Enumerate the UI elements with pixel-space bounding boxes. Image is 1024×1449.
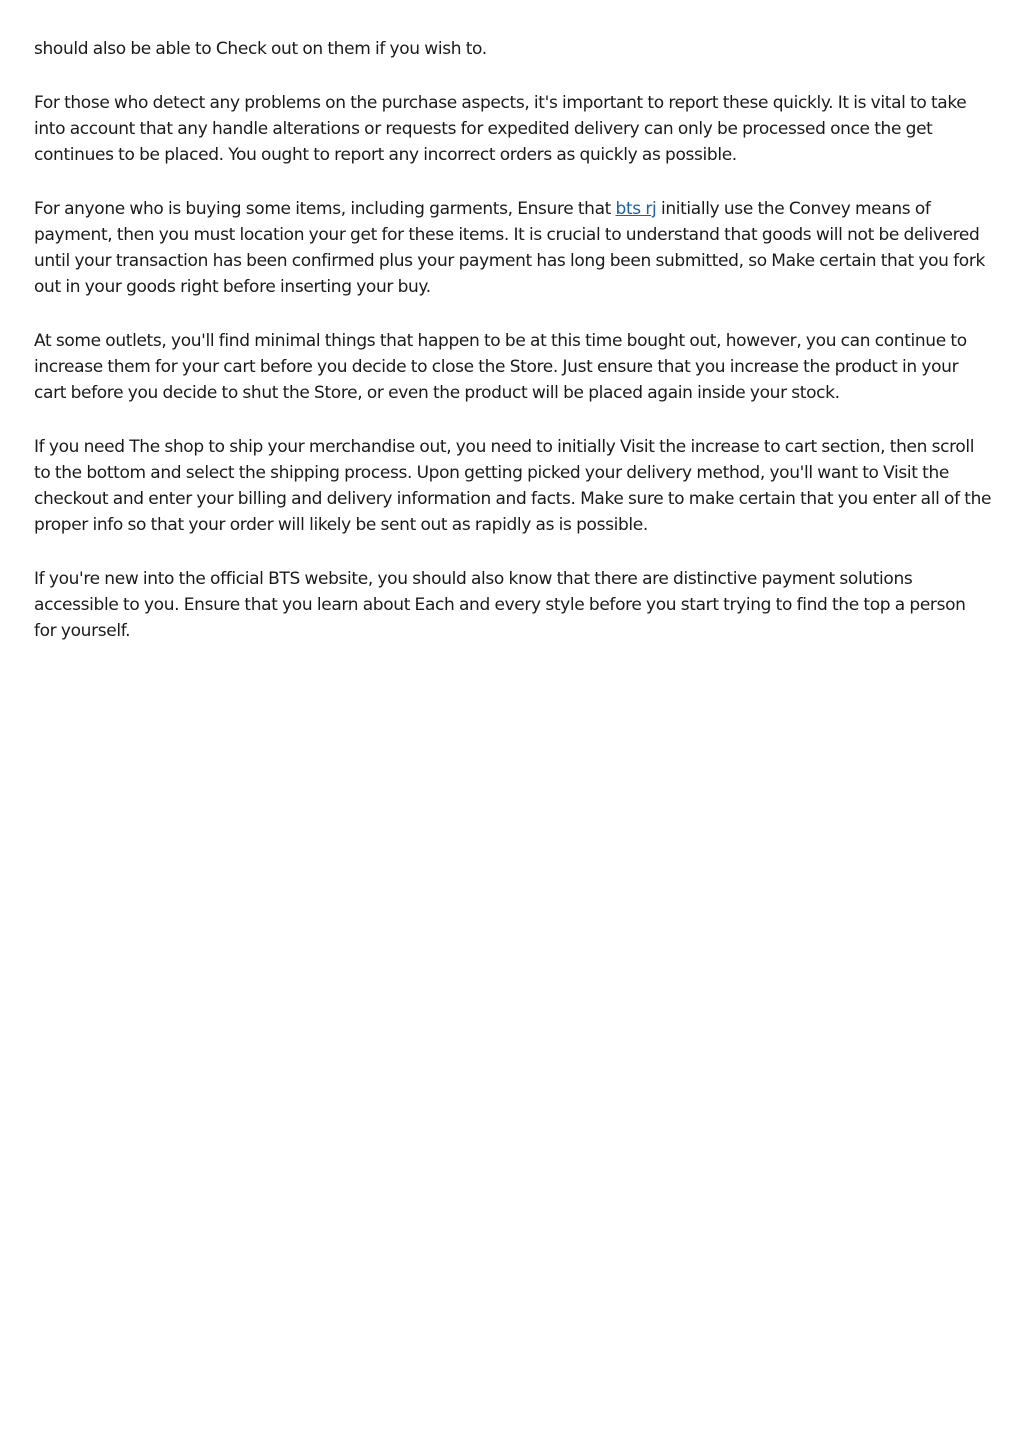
- paragraph-2: For those who detect any problems on the purchase aspects, it's important to report these quickly. It is vital to take into account that any handle alterations or requests for expedited delivery can only be processed once the get continues to be placed. You ought to report any incorrect orders as quickly as possible.: [34, 93, 967, 165]
- document-body: [34, 36, 992, 672]
- paragraph-6: If you're new into the official BTS website, you should also know that there are distinctive payment solutions accessible to you. Ensure that you learn about Each and every style before you start trying to find the top a person for yourself.: [34, 569, 966, 641]
- paragraph-1: should also be able to Check out on them if you wish to.: [34, 39, 487, 59]
- paragraph-3: [34, 196, 992, 300]
- bts-rj-link[interactable]: bts rj: [615, 199, 657, 219]
- paragraph-3-text-before: For anyone who is buying some items, including garments, Ensure that: [34, 199, 616, 219]
- paragraph-4: At some outlets, you'll find minimal things that happen to be at this time bought out, however, you can continue to increase them for your cart before you decide to close the Store. Just ensure that you increase the product in your cart before you decide to shut the Store, or even the product will be placed again inside your stock.: [34, 331, 967, 403]
- paragraph-5: If you need The shop to ship your merchandise out, you need to initially Visit the increase to cart section, then scroll to the bottom and select the shipping process. Upon getting picked your delivery method, you'll want to Visit the checkout and enter your billing and delivery information and facts. Make sure to make certain that you enter all of the proper info so that your order will likely be sent out as rapidly as is possible.: [34, 437, 992, 535]
- paragraph-3-text-after: initially use the Convey means of payment, then you must location your get for these items. It is crucial to understand that goods will not be delivered until your transaction has been confirmed plus your payment has long been submitted, so Make certain that you fork out in your goods right before inserting your buy.: [34, 199, 985, 297]
